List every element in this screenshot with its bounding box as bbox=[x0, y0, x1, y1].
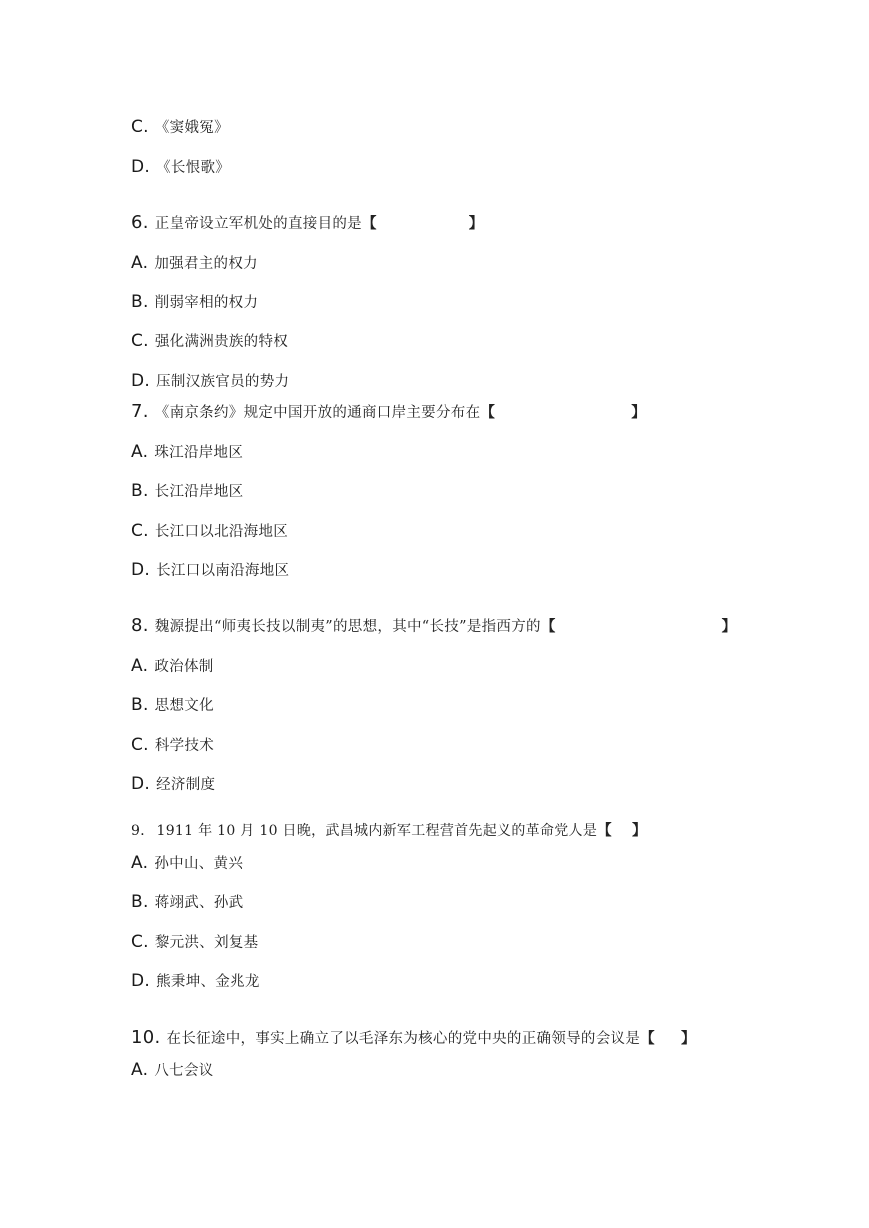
option-label: B. bbox=[131, 892, 149, 912]
question-number: 9． bbox=[131, 823, 155, 839]
option-text: 强化满洲贵族的特权 bbox=[154, 334, 289, 350]
option-label: C. bbox=[131, 932, 149, 952]
question-text: 正皇帝设立军机处的直接目的是 bbox=[154, 216, 362, 232]
q7-option-d bbox=[131, 560, 289, 581]
option-text: 削弱宰相的权力 bbox=[154, 295, 259, 311]
q9-option-c bbox=[131, 932, 258, 953]
option-text: 政治体制 bbox=[154, 659, 214, 675]
q6-option-b bbox=[131, 292, 258, 313]
q7-option-b bbox=[131, 481, 243, 502]
q10-option-a bbox=[131, 1060, 214, 1081]
option-text: 熊秉坤、金兆龙 bbox=[156, 974, 260, 990]
question-text: 1911 年 10 月 10 日晚，武昌城内新军工程营首先起义的革命党人是 bbox=[156, 823, 598, 839]
option-text: 长江沿岸地区 bbox=[154, 484, 244, 500]
option-text: 科学技术 bbox=[154, 738, 215, 754]
question-text: 魏源提出“师夷长技以制夷”的思想，其中“长技”是指西方的 bbox=[154, 619, 541, 635]
q9-option-b bbox=[131, 892, 243, 913]
option-label: C. bbox=[131, 521, 149, 541]
option-text: 压制汉族官员的势力 bbox=[156, 374, 290, 390]
q9-stem bbox=[131, 821, 647, 841]
q7-option-c bbox=[131, 521, 288, 542]
option-text: 思想文化 bbox=[154, 698, 214, 714]
option-label: D. bbox=[131, 371, 151, 391]
answer-bracket-open: 【 bbox=[480, 404, 496, 421]
q8-option-b bbox=[131, 695, 214, 716]
option-text: 长江口以北沿海地区 bbox=[154, 524, 289, 540]
option-text: 长江口以南沿海地区 bbox=[156, 563, 290, 579]
option-label: A. bbox=[131, 1060, 149, 1080]
answer-bracket-close: 】 bbox=[468, 215, 484, 232]
q8-option-a bbox=[131, 656, 214, 677]
option-label: A. bbox=[131, 656, 149, 676]
q7-option-a bbox=[131, 442, 243, 463]
question-number: 6. bbox=[131, 212, 149, 233]
option-text: 八七会议 bbox=[154, 1063, 214, 1079]
q10-stem bbox=[131, 1028, 696, 1049]
option-text: 加强君主的权力 bbox=[154, 256, 258, 272]
option-text: 经济制度 bbox=[156, 777, 216, 793]
option-label: B. bbox=[131, 292, 149, 312]
q8-stem bbox=[131, 616, 736, 637]
option-label: D. bbox=[131, 971, 151, 991]
answer-bracket-close: 】 bbox=[631, 822, 647, 839]
answer-bracket-close: 】 bbox=[721, 618, 737, 635]
q6-option-a bbox=[131, 253, 258, 274]
answer-bracket-open: 【 bbox=[361, 215, 377, 232]
option-text: 《长恨歌》 bbox=[156, 160, 231, 176]
option-text: 《窦娥冤》 bbox=[154, 120, 229, 136]
answer-bracket-open: 【 bbox=[640, 1030, 655, 1047]
question-number: 8. bbox=[131, 615, 149, 636]
question-number: 10. bbox=[131, 1027, 161, 1048]
q6-option-d bbox=[131, 371, 289, 392]
option-label: A. bbox=[131, 853, 149, 873]
question-number: 7. bbox=[131, 401, 149, 422]
q8-option-d bbox=[131, 774, 215, 795]
option-label: C. bbox=[131, 735, 149, 755]
answer-bracket-close: 】 bbox=[631, 404, 647, 421]
answer-bracket-open: 【 bbox=[597, 822, 612, 839]
option-label: D. bbox=[131, 157, 151, 177]
q7-stem bbox=[131, 402, 646, 423]
option-label: C. bbox=[131, 331, 149, 351]
question-text: 在长征途中，事实上确立了以毛泽东为核心的党中央的正确领导的会议是 bbox=[166, 1031, 641, 1047]
q5-option-c bbox=[131, 117, 229, 138]
option-text: 孙中山、黄兴 bbox=[154, 856, 244, 872]
option-label: D. bbox=[131, 774, 151, 794]
q9-option-d bbox=[131, 971, 260, 992]
option-text: 珠江沿岸地区 bbox=[154, 445, 244, 461]
option-label: C. bbox=[131, 117, 149, 137]
option-label: D. bbox=[131, 560, 151, 580]
option-text: 蒋翊武、孙武 bbox=[154, 895, 244, 911]
option-label: B. bbox=[131, 481, 149, 501]
option-label: A. bbox=[131, 253, 149, 273]
option-label: A. bbox=[131, 442, 149, 462]
answer-bracket-open: 【 bbox=[540, 618, 556, 635]
option-label: B. bbox=[131, 695, 149, 715]
q9-option-a bbox=[131, 853, 243, 874]
q8-option-c bbox=[131, 735, 214, 756]
q6-option-c bbox=[131, 331, 288, 352]
q5-option-d bbox=[131, 157, 230, 178]
answer-bracket-close: 】 bbox=[680, 1030, 696, 1047]
option-text: 黎元洪、刘复基 bbox=[154, 935, 259, 951]
question-text: 《南京条约》规定中国开放的通商口岸主要分布在 bbox=[154, 405, 481, 421]
q6-stem bbox=[131, 213, 484, 234]
